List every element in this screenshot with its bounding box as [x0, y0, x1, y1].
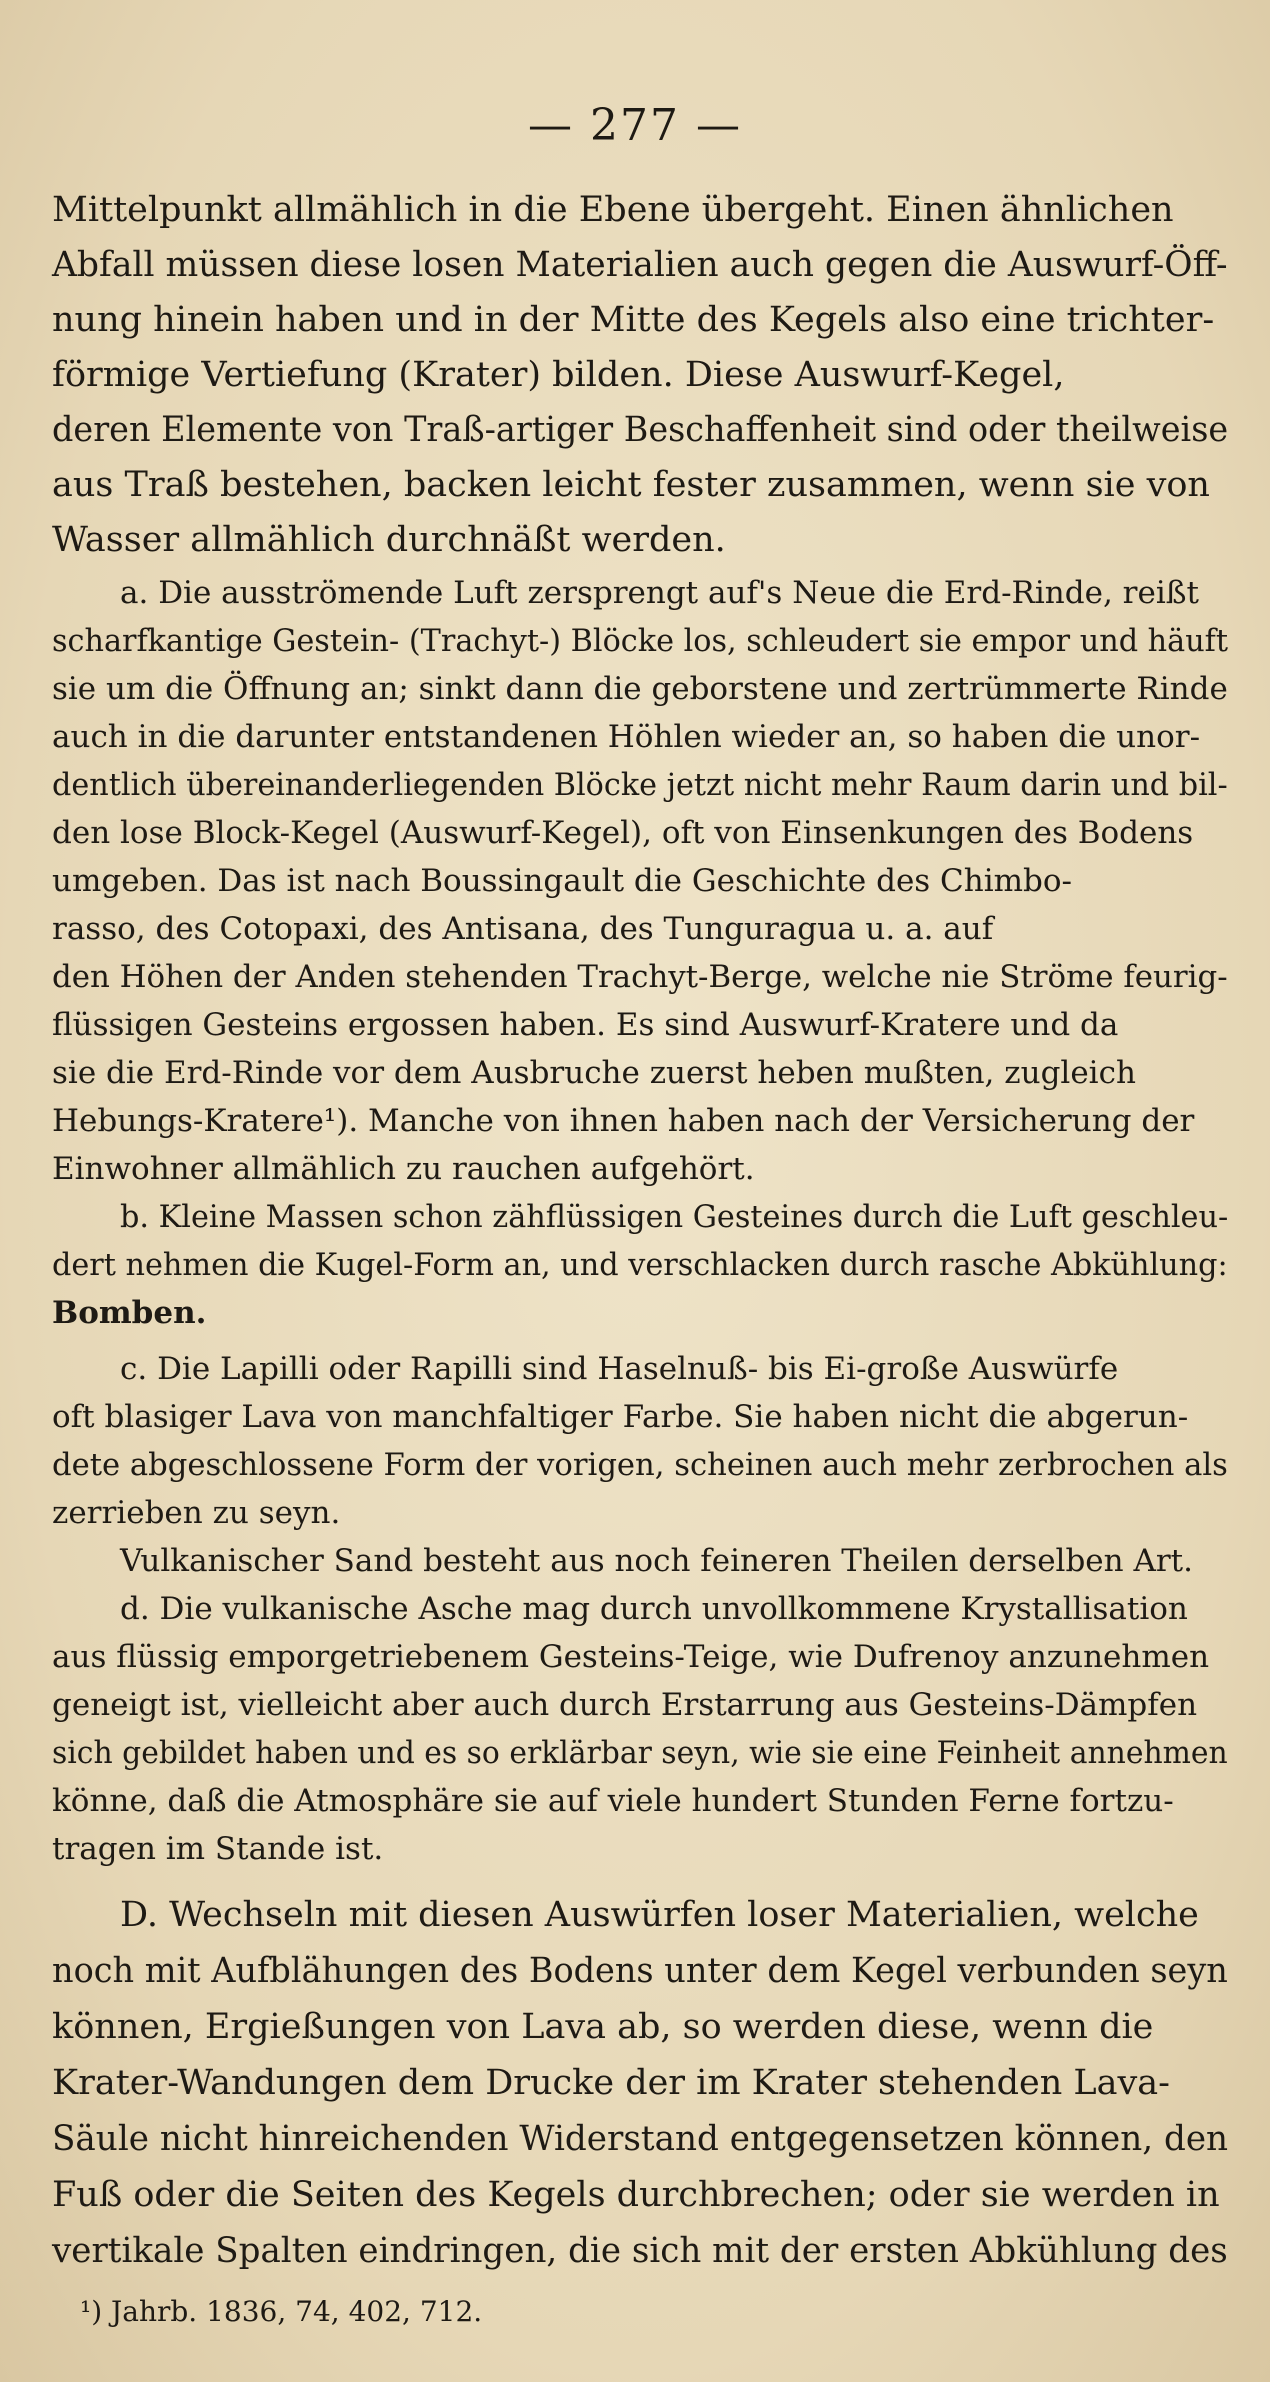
text-line: Einwohner allmählich zu rauchen aufgehört. — [52, 1151, 755, 1187]
text-line: dete abgeschlossene Form der vorigen, scheinen auch mehr zerbrochen als — [52, 1447, 1228, 1483]
text-line: c. Die Lapilli oder Rapilli sind Haselnuß- bis Ei-große Auswürfe — [120, 1351, 1119, 1387]
page-number: — 277 — — [528, 100, 742, 151]
text-line: dentlich übereinanderliegenden Blöcke jetzt nicht mehr Raum darin und bil- — [52, 767, 1228, 803]
text-line: auch in die darunter entstandenen Höhlen wieder an, so haben die unor- — [52, 719, 1201, 755]
text-line: Säule nicht hinreichenden Widerstand entgegensetzen können, den — [52, 2119, 1229, 2159]
text-line: a. Die ausströmende Luft zersprengt auf's Neue die Erd-Rinde, reißt — [120, 575, 1199, 611]
text-line: tragen im Stande ist. — [52, 1831, 384, 1867]
text-line: dert nehmen die Kugel-Form an, und verschlacken durch rasche Abkühlung: — [52, 1247, 1228, 1283]
footnote: ¹) Jahrb. 1836, 74, 402, 712. — [80, 2295, 483, 2328]
text-line: b. Kleine Massen schon zähflüssigen Gesteines durch die Luft geschleu- — [120, 1199, 1229, 1235]
text-line: scharfkantige Gestein- (Trachyt-) Blöcke los, schleudert sie empor und häuft — [52, 623, 1229, 659]
text-line: Wasser allmählich durchnäßt werden. — [52, 520, 726, 560]
text-line: sich gebildet haben und es so erklärbar seyn, wie sie eine Feinheit annehmen — [52, 1735, 1228, 1771]
sand-line: Vulkanischer Sand besteht aus noch feineren Theilen derselben Art. — [120, 1543, 1193, 1579]
text-line: förmige Vertiefung (Krater) bilden. Diese Auswurf-Kegel, — [52, 355, 1065, 395]
text-line: aus flüssig emporgetriebenem Gesteins-Teige, wie Dufrenoy anzunehmen — [52, 1639, 1210, 1675]
text-line: können, Ergießungen von Lava ab, so werden diese, wenn die — [52, 2007, 1154, 2047]
text-line: rasso, des Cotopaxi, des Antisana, des Tunguragua u. a. auf — [52, 911, 994, 947]
text-line: noch mit Aufblähungen des Bodens unter dem Kegel verbunden seyn — [52, 1951, 1228, 1991]
text-line: aus Traß bestehen, backen leicht fester zusammen, wenn sie von — [52, 465, 1210, 505]
text-line: umgeben. Das ist nach Boussingault die Geschichte des Chimbo- — [52, 863, 1073, 899]
text-line: vertikale Spalten eindringen, die sich mit der ersten Abkühlung des — [52, 2231, 1228, 2271]
text-line: flüssigen Gesteins ergossen haben. Es sind Auswurf-Kratere und da — [52, 1007, 1119, 1043]
text-line: Fuß oder die Seiten des Kegels durchbrechen; oder sie werden in — [52, 2175, 1220, 2215]
text-line: deren Elemente von Traß-artiger Beschaffenheit sind oder theilweise — [52, 410, 1229, 450]
text-line: nung hinein haben und in der Mitte des Kegels also eine trichter- — [52, 300, 1215, 340]
text-line: Krater-Wandungen dem Drucke der im Krater stehenden Lava- — [52, 2063, 1170, 2103]
text-line: sie die Erd-Rinde vor dem Ausbruche zuerst heben mußten, zugleich — [52, 1055, 1136, 1091]
text-line: Mittelpunkt allmählich in die Ebene übergeht. Einen ähnlichen — [52, 190, 1174, 230]
text-line: d. Die vulkanische Asche mag durch unvollkommene Krystallisation — [120, 1591, 1188, 1627]
text-line: oft blasiger Lava von manchfaltiger Farbe. Sie haben nicht die abgerun- — [52, 1399, 1189, 1435]
text-line: könne, daß die Atmosphäre sie auf viele hundert Stunden Ferne fortzu- — [52, 1783, 1174, 1819]
text-line: den Höhen der Anden stehenden Trachyt-Berge, welche nie Ströme feurig- — [52, 959, 1228, 995]
text-line: geneigt ist, vielleicht aber auch durch Erstarrung aus Gesteins-Dämpfen — [52, 1687, 1198, 1723]
text-line: D. Wechseln mit diesen Auswürfen loser Materialien, welche — [120, 1895, 1199, 1935]
text-line: sie um die Öffnung an; sinkt dann die geborstene und zertrümmerte Rinde — [52, 671, 1228, 707]
text-line: Hebungs-Kratere¹). Manche von ihnen haben nach der Versicherung der — [52, 1103, 1195, 1139]
text-line: Bomben. — [52, 1295, 207, 1331]
text-line: Abfall müssen diese losen Materialien auch gegen die Auswurf-Öff- — [52, 245, 1228, 285]
text-line: den lose Block-Kegel (Auswurf-Kegel), oft von Einsenkungen des Bodens — [52, 815, 1194, 851]
text-line: zerrieben zu seyn. — [52, 1495, 341, 1531]
